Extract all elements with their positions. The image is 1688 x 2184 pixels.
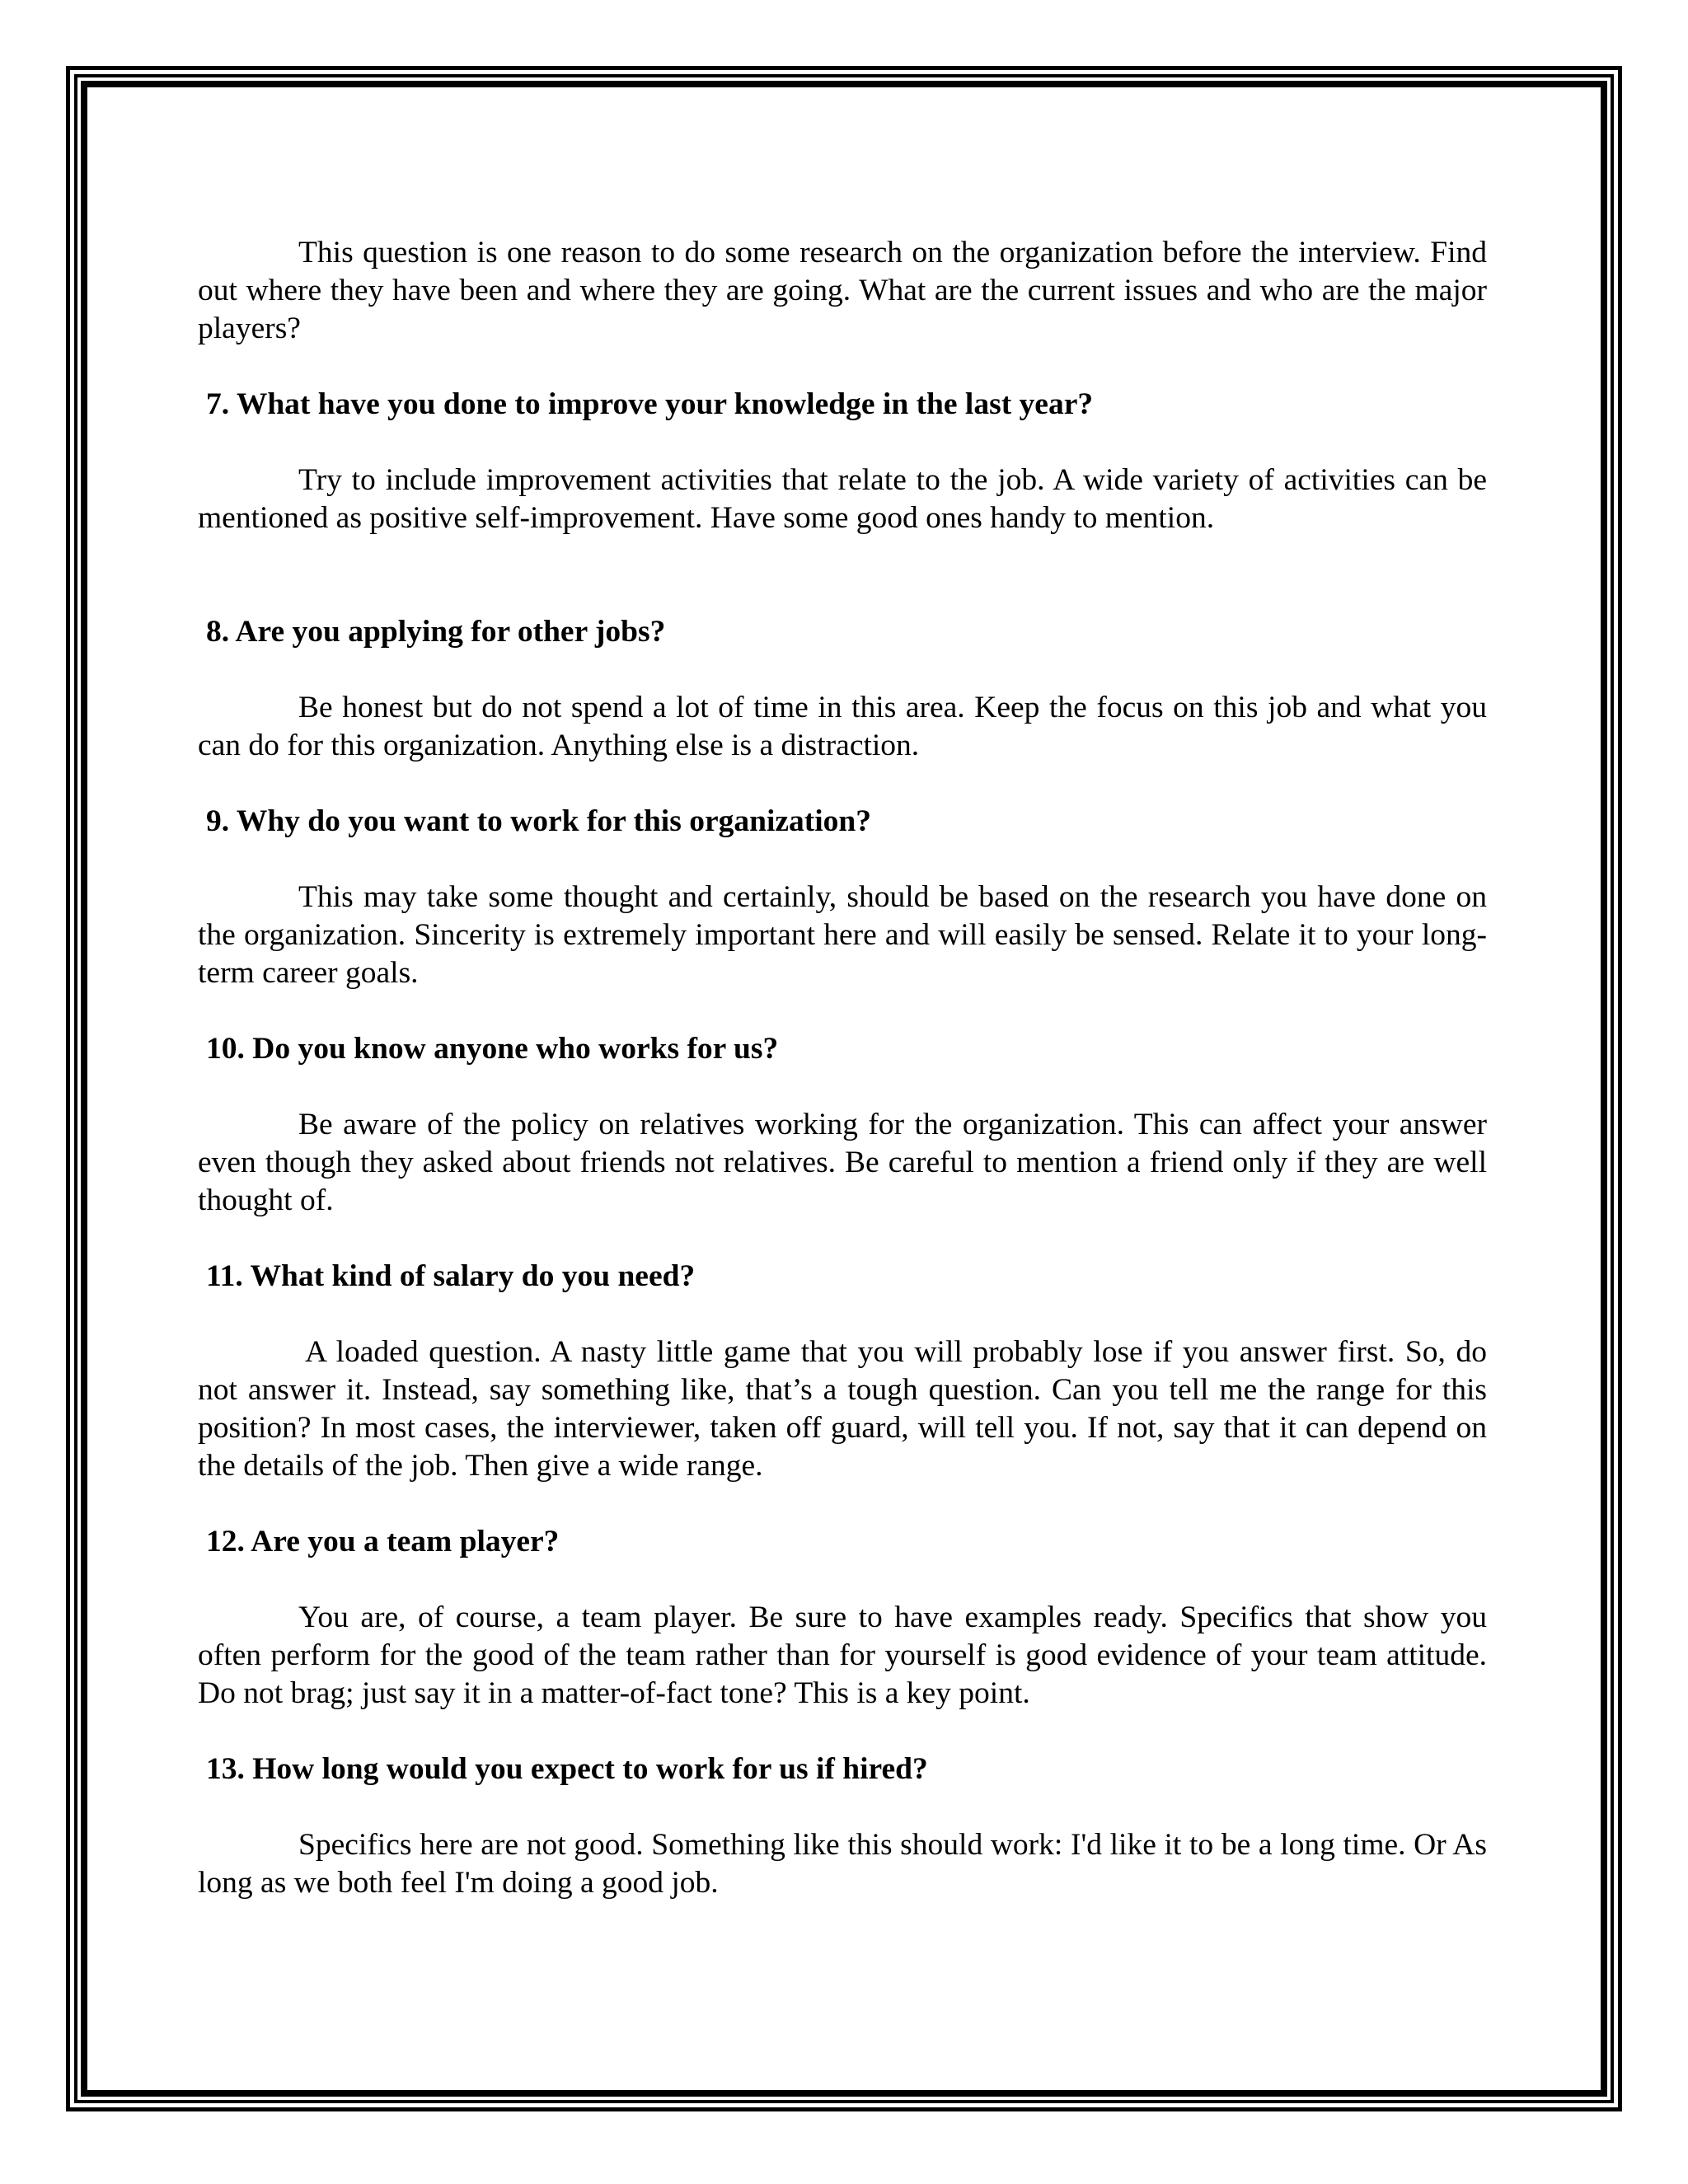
document-body <box>198 234 1487 1902</box>
question-13-heading: 13. How long would you expect to work for us if hired? <box>206 1752 928 1786</box>
answer-10-paragraph: Be aware of the policy on relatives working for the organization. This can affect your answer even though they asked about friends not relatives. Be careful to mention a friend only if they are well thought of. <box>198 1108 1487 1217</box>
question-10-heading: 10. Do you know anyone who works for us? <box>206 1032 779 1066</box>
answer-7-paragraph: Try to include improvement activities that relate to the job. A wide variety of activities can be mentioned as positive self-improvement. Have some good ones handy to mention. <box>198 463 1487 535</box>
answer-12-paragraph: You are, of course, a team player. Be sure to have examples ready. Specifics that show you often perform for the good of the team rather than for yourself is good evidence of your team attitude. Do not brag; just say it in a matter-of-fact tone? This is a key point. <box>198 1601 1487 1710</box>
intro-paragraph: This question is one reason to do some research on the organization before the interview. Find out where they have been and where they are going. What are the current issues and who are the major players? <box>198 236 1487 345</box>
question-9-heading: 9. Why do you want to work for this organization? <box>206 804 872 838</box>
question-12-heading: 12. Are you a team player? <box>206 1525 560 1558</box>
answer-8-paragraph: Be honest but do not spend a lot of time in this area. Keep the focus on this job and what you can do for this organization. Anything else is a distraction. <box>198 691 1487 762</box>
answer-9-paragraph: This may take some thought and certainly, should be based on the research you have done on the organization. Sincerity is extremely important here and will easily be sensed. Relate it to your long-term career goals. <box>198 880 1487 990</box>
answer-13-paragraph: Specifics here are not good. Something like this should work: I'd like it to be a long time. Or As long as we both feel I'm doing a good job. <box>198 1828 1487 1900</box>
answer-11-paragraph: A loaded question. A nasty little game that you will probably lose if you answer first. So, do not answer it. Instead, say something like, that’s a tough question. Can you tell me the range for this position? In most cases, the interviewer, taken off guard, will tell you. If not, say that it can depend on the details of the job. Then give a wide range. <box>198 1335 1487 1483</box>
question-11-heading: 11. What kind of salary do you need? <box>206 1259 696 1293</box>
question-8-heading: 8. Are you applying for other jobs? <box>206 615 666 649</box>
question-7-heading: 7. What have you done to improve your knowledge in the last year? <box>206 387 1094 421</box>
